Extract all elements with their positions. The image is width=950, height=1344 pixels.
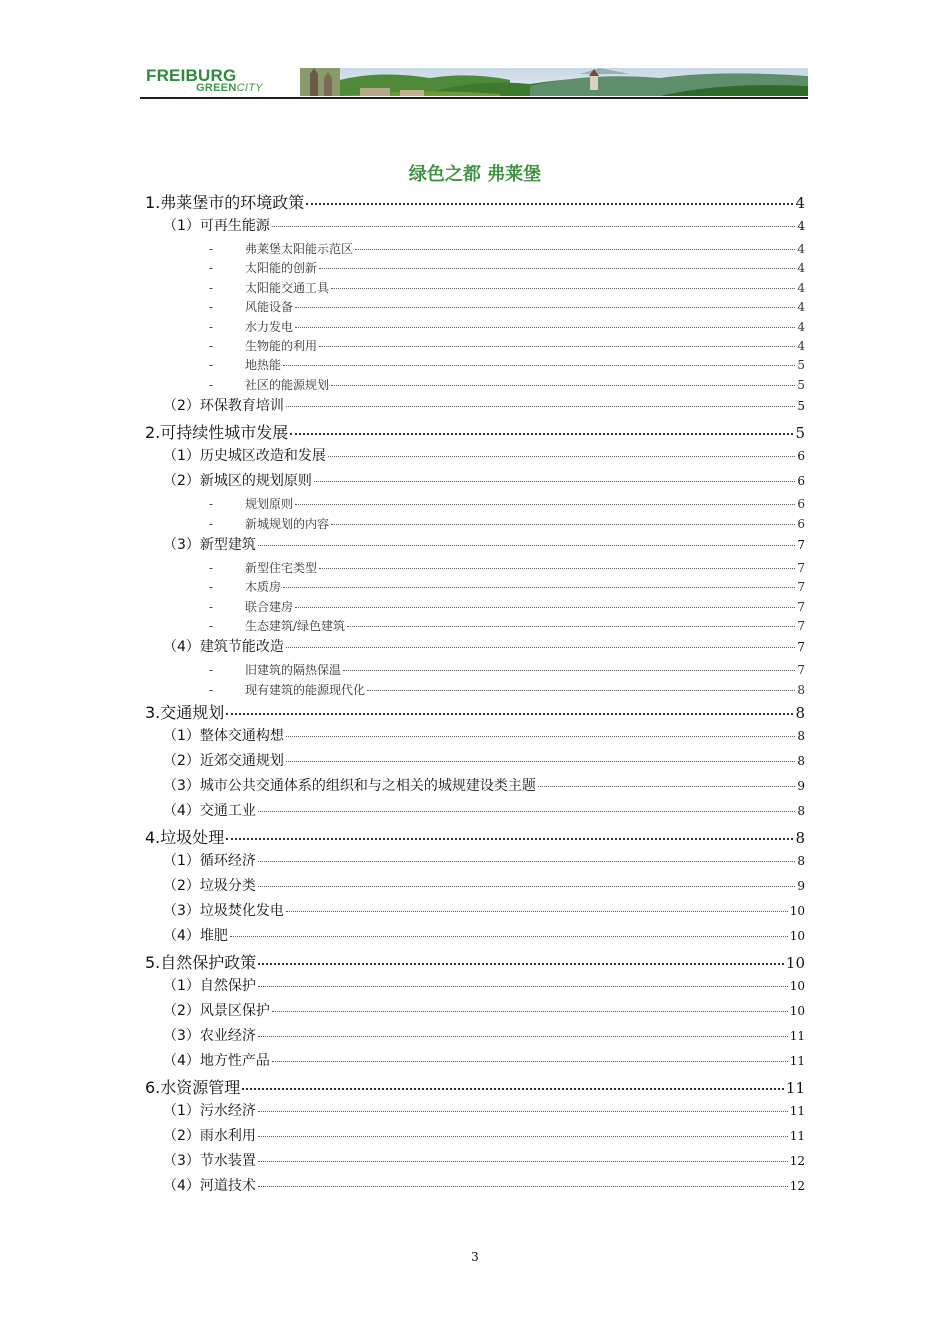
toc-entry[interactable] (145, 1175, 805, 1200)
toc-entry-page: 8 (797, 854, 805, 869)
toc-entry-title: 联合建房 (245, 599, 294, 614)
toc-entry-title: 地热能 (245, 358, 282, 373)
toc-entry-page: 5 (797, 399, 805, 414)
toc-entry[interactable] (145, 1075, 805, 1100)
toc-leader-dots (258, 886, 795, 887)
toc-entry-page: 7 (797, 640, 805, 655)
toc-leader-dots (314, 481, 795, 482)
toc-dash: - (209, 497, 214, 512)
toc-leader-dots (242, 1088, 784, 1090)
toc-entry[interactable] (145, 900, 805, 925)
toc-dash: - (209, 338, 214, 353)
toc-entry-page: 7 (797, 537, 805, 552)
toc-entry-page: 7 (797, 619, 805, 634)
toc-entry[interactable] (145, 240, 805, 259)
toc-leader-dots (258, 1111, 788, 1112)
toc-entry-title: （1）可再生能源 (163, 218, 270, 234)
toc-entry-page: 9 (797, 879, 805, 894)
toc-entry[interactable] (145, 925, 805, 950)
toc-leader-dots (258, 1036, 788, 1037)
toc-entry[interactable] (145, 298, 805, 317)
toc-entry-title: 5.自然保护政策 (145, 953, 257, 973)
toc-leader-dots (295, 607, 795, 608)
toc-dash: - (209, 663, 214, 678)
toc-entry-title: 木质房 (245, 580, 282, 595)
toc-entry[interactable] (145, 950, 805, 975)
toc-entry-page: 7 (797, 663, 805, 678)
toc-entry[interactable] (145, 534, 805, 559)
toc-entry[interactable] (145, 215, 805, 240)
toc-entry[interactable] (145, 681, 805, 700)
toc-dash: - (209, 280, 214, 295)
toc-entry[interactable] (145, 559, 805, 578)
toc-leader-dots (258, 1136, 788, 1137)
toc-entry[interactable] (145, 725, 805, 750)
toc-leader-dots (258, 986, 788, 987)
toc-entry-page: 7 (797, 580, 805, 595)
toc-entry-page: 7 (797, 560, 805, 575)
logo-city: CITY (236, 82, 263, 94)
toc-entry-page: 6 (797, 449, 805, 464)
logo-line2 (196, 82, 263, 94)
toc-entry-title: 新城规划的内容 (245, 516, 330, 531)
toc-entry-page: 4 (797, 280, 805, 295)
toc-entry-page: 12 (789, 1154, 805, 1169)
toc-dash: - (209, 599, 214, 614)
toc-entry-page: 4 (797, 261, 805, 276)
toc-entry-title: （1）整体交通构想 (163, 728, 284, 745)
toc-entry-title: 太阳能的创新 (245, 261, 318, 276)
toc-entry-title: （2）风景区保护 (163, 1003, 270, 1020)
toc-leader-dots (272, 226, 795, 227)
toc-entry-page: 6 (797, 516, 805, 531)
toc-entry[interactable] (145, 470, 805, 495)
toc-entry[interactable] (145, 1000, 805, 1025)
toc-entry-title: （4）建筑节能改造 (163, 639, 284, 656)
toc-entry-title: （3）城市公共交通体系的组织和与之相关的城规建设类主题 (163, 778, 536, 795)
toc-leader-dots (226, 838, 793, 840)
toc-leader-dots (286, 647, 795, 648)
toc-entry-title: （4）堆肥 (163, 928, 228, 945)
toc-entry-title: （2）垃圾分类 (163, 878, 256, 895)
toc-entry-title: 生物能的利用 (245, 338, 318, 353)
toc-entry[interactable] (145, 445, 805, 470)
toc-entry-title: 现有建筑的能源现代化 (245, 682, 366, 697)
toc-entry-page: 8 (797, 729, 805, 744)
toc-leader-dots (319, 268, 795, 269)
toc-leader-dots (295, 327, 795, 328)
toc-leader-dots (258, 1161, 788, 1162)
toc-entry-page: 5 (797, 377, 805, 392)
toc-leader-dots (286, 406, 795, 407)
toc-entry-page: 8 (795, 704, 805, 723)
toc-leader-dots (319, 568, 795, 569)
toc-entry-title: 6.水资源管理 (145, 1078, 241, 1098)
toc-entry-title: （1）污水经济 (163, 1103, 256, 1120)
toc-entry[interactable] (145, 598, 805, 617)
toc-entry[interactable] (145, 318, 805, 337)
toc-entry-page: 4 (797, 242, 805, 256)
toc-entry[interactable] (145, 1025, 805, 1050)
toc-leader-dots (347, 626, 795, 627)
toc-entry-title: 生态建筑/绿色建筑 (245, 619, 346, 634)
toc-dash: - (209, 319, 214, 334)
toc-entry[interactable] (145, 376, 805, 395)
toc-entry-page: 4 (797, 300, 805, 315)
toc-entry[interactable] (145, 975, 805, 1000)
toc-entry-page: 6 (797, 474, 805, 489)
toc-entry[interactable] (145, 750, 805, 775)
toc-dash: - (209, 261, 214, 276)
toc-entry-title: （2）雨水利用 (163, 1128, 256, 1145)
toc-dash: - (209, 242, 214, 256)
logo-green: GREEN (196, 82, 237, 94)
toc-entry-page: 11 (789, 1029, 805, 1044)
toc-entry-page: 8 (795, 829, 805, 848)
toc-leader-dots (290, 433, 793, 435)
toc-entry-title: （3）农业经济 (163, 1028, 256, 1045)
toc-entry[interactable] (145, 825, 805, 850)
toc-dash: - (209, 377, 214, 392)
toc-entry[interactable] (145, 420, 805, 445)
toc-entry-title: （1）历史城区改造和发展 (163, 448, 326, 465)
toc-entry-page: 4 (797, 219, 805, 233)
toc-leader-dots (295, 504, 795, 505)
toc-entry-title: 3.交通规划 (145, 703, 225, 723)
toc-leader-dots (258, 811, 795, 812)
document-title: 绿色之都 弗莱堡 (408, 164, 542, 185)
toc-leader-dots (295, 307, 795, 308)
toc-leader-dots (226, 713, 793, 715)
toc-entry-page: 10 (789, 979, 805, 994)
toc-entry-title: 4.垃圾处理 (145, 828, 225, 848)
toc-entry[interactable] (145, 1150, 805, 1175)
city-landscape-banner-image (300, 68, 808, 96)
toc-entry-page: 5 (797, 358, 805, 373)
toc-entry-title: 水力发电 (245, 319, 294, 334)
toc-entry-title: （4）交通工业 (163, 803, 256, 820)
toc-entry-page: 4 (797, 338, 805, 353)
toc-entry-page: 5 (795, 424, 805, 443)
toc-entry[interactable] (145, 279, 805, 298)
toc-leader-dots (319, 346, 795, 347)
toc-dash: - (209, 560, 214, 575)
toc-dash: - (209, 619, 214, 634)
toc-entry[interactable] (145, 1050, 805, 1075)
toc-entry[interactable] (145, 800, 805, 825)
toc-entry-page: 11 (789, 1054, 805, 1069)
toc-entry-title: 太阳能交通工具 (245, 280, 330, 295)
toc-leader-dots (230, 936, 788, 937)
toc-leader-dots (331, 288, 795, 289)
toc-entry-title: 2.可持续性城市发展 (145, 423, 289, 443)
toc-entry-page: 11 (789, 1104, 805, 1119)
toc-entry[interactable] (145, 1125, 805, 1150)
page-header (140, 66, 808, 100)
table-of-contents (145, 190, 805, 1200)
toc-entry[interactable] (145, 1100, 805, 1125)
toc-entry[interactable] (145, 495, 805, 514)
toc-entry[interactable] (145, 661, 805, 680)
toc-entry-title: 新型住宅类型 (245, 560, 318, 575)
toc-entry-page: 7 (797, 599, 805, 614)
toc-entry-page: 8 (797, 682, 805, 697)
toc-dash: - (209, 358, 214, 373)
toc-leader-dots (272, 1011, 788, 1012)
toc-entry-page: 6 (797, 497, 805, 512)
toc-entry-title: （1）循环经济 (163, 853, 256, 870)
freiburg-green-city-logo (146, 66, 306, 96)
logo-line1: FREIBURG (146, 66, 237, 85)
toc-entry-title: （1）自然保护 (163, 978, 256, 995)
toc-leader-dots (286, 736, 795, 737)
toc-entry[interactable] (145, 515, 805, 534)
header-rule (140, 97, 808, 99)
toc-entry[interactable] (145, 337, 805, 356)
toc-entry-title: 社区的能源规划 (245, 377, 330, 392)
toc-entry-page: 9 (797, 779, 805, 794)
toc-entry-title: （3）新型建筑 (163, 536, 256, 553)
toc-entry-page: 10 (789, 1004, 805, 1019)
toc-leader-dots (328, 456, 795, 457)
toc-entry-title: （4）河道技术 (163, 1178, 256, 1195)
page-number: 3 (471, 1250, 479, 1264)
toc-entry[interactable] (145, 775, 805, 800)
toc-entry-title: 风能设备 (245, 300, 294, 315)
toc-leader-dots (258, 545, 795, 546)
toc-leader-dots (272, 1061, 788, 1062)
toc-leader-dots (331, 385, 795, 386)
toc-leader-dots (258, 963, 784, 965)
toc-leader-dots (283, 365, 795, 366)
toc-entry[interactable] (145, 356, 805, 375)
toc-leader-dots (538, 786, 795, 787)
toc-entry-page: 10 (789, 904, 805, 919)
toc-leader-dots (306, 203, 793, 205)
toc-entry-page: 10 (789, 929, 805, 944)
toc-entry-page: 4 (797, 319, 805, 334)
toc-entry-page: 12 (789, 1179, 805, 1194)
toc-entry-page: 4 (795, 194, 805, 212)
toc-entry-page: 10 (785, 954, 805, 973)
toc-entry[interactable] (145, 190, 805, 215)
toc-entry[interactable] (145, 259, 805, 278)
toc-entry-title: （2）环保教育培训 (163, 398, 284, 415)
toc-leader-dots (286, 761, 795, 762)
toc-dash: - (209, 682, 214, 697)
toc-entry[interactable] (145, 875, 805, 900)
toc-entry-page: 8 (797, 804, 805, 819)
toc-leader-dots (331, 524, 795, 525)
toc-leader-dots (343, 670, 795, 671)
toc-entry[interactable] (145, 395, 805, 420)
toc-dash: - (209, 516, 214, 531)
toc-leader-dots (283, 587, 795, 588)
toc-entry-page: 11 (789, 1129, 805, 1144)
toc-leader-dots (286, 911, 788, 912)
toc-entry[interactable] (145, 850, 805, 875)
toc-entry[interactable] (145, 636, 805, 661)
toc-entry-title: （4）地方性产品 (163, 1053, 270, 1070)
toc-entry[interactable] (145, 617, 805, 636)
toc-entry[interactable] (145, 700, 805, 725)
toc-entry-title: 1.弗莱堡市的环境政策 (145, 193, 305, 212)
toc-entry[interactable] (145, 578, 805, 597)
toc-entry-title: （3）垃圾焚化发电 (163, 903, 284, 920)
toc-leader-dots (258, 861, 795, 862)
toc-entry-title: 规划原则 (245, 497, 294, 512)
toc-entry-title: 弗莱堡太阳能示范区 (245, 242, 354, 256)
toc-leader-dots (355, 249, 795, 250)
toc-entry-title: （2）近郊交通规划 (163, 753, 284, 770)
toc-entry-title: （2）新城区的规划原则 (163, 473, 312, 490)
toc-entry-title: 旧建筑的隔热保温 (245, 663, 342, 678)
toc-entry-page: 11 (785, 1079, 805, 1098)
toc-dash: - (209, 300, 214, 315)
toc-leader-dots (367, 690, 795, 691)
toc-entry-page: 8 (797, 754, 805, 769)
toc-leader-dots (258, 1186, 788, 1187)
toc-entry-title: （3）节水装置 (163, 1153, 256, 1170)
toc-dash: - (209, 580, 214, 595)
